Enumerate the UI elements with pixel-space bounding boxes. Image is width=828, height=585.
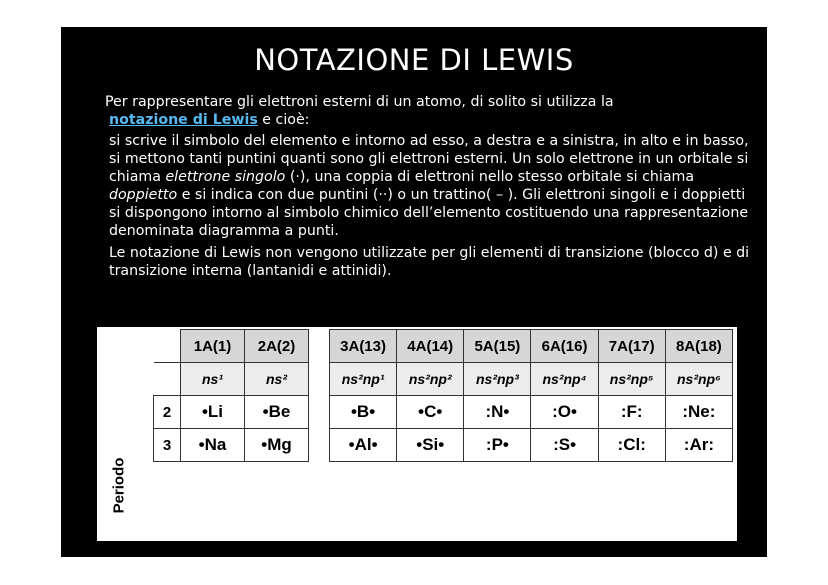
config-cell: ns²np⁶: [665, 363, 732, 396]
period-axis-label: Periodo: [110, 457, 128, 514]
intro-paragraph: [105, 93, 755, 129]
element-cell: :Ne:: [665, 396, 732, 429]
config-cell: ns²np³: [464, 363, 531, 396]
term-doublet: doppietto: [109, 187, 178, 203]
group-header: 2A(2): [245, 330, 309, 363]
definition-text-b: (·), una coppia di elettroni nello stesso orbitale si chiama: [285, 169, 695, 185]
group-header: 5A(15): [464, 330, 531, 363]
element-cell: :O•: [531, 396, 598, 429]
element-cell: •Be: [245, 396, 309, 429]
lewis-table-right: [329, 329, 733, 462]
definition-text-c: e si indica con due puntini (··) o un trattino( – ). Gli elettroni singoli e i doppietti si dispongono intorno al simbolo chimico dell’elemento costituendo una rappresentazione denominata diagramma a punti.: [109, 187, 749, 239]
lewis-notation-link[interactable]: notazione di Lewis: [109, 112, 258, 128]
group-header: 6A(16): [531, 330, 598, 363]
intro-text: Per rappresentare gli elettroni esterni di un atomo, di solito si utilizza la: [105, 94, 614, 110]
note-paragraph: Le notazione di Lewis non vengono utilizzate per gli elementi di transizione (blocco d) e di transizione interna (lantanidi e attinidi).: [109, 245, 750, 279]
group-header: 4A(14): [397, 330, 464, 363]
config-cell: ns²: [245, 363, 309, 396]
config-cell: ns¹: [181, 363, 245, 396]
slide-body: [105, 93, 755, 280]
element-cell: :P•: [464, 429, 531, 462]
period-number: 3: [154, 429, 181, 462]
element-cell: •Mg: [245, 429, 309, 462]
term-single-electron: elettrone singolo: [165, 169, 286, 185]
group-header: 7A(17): [598, 330, 665, 363]
lewis-table-image: [97, 327, 737, 541]
element-cell: :N•: [464, 396, 531, 429]
corner-cell: [154, 363, 181, 396]
element-cell: •Si•: [397, 429, 464, 462]
element-cell: •Al•: [330, 429, 397, 462]
group-header: 3A(13): [330, 330, 397, 363]
definition-paragraph: [109, 132, 755, 240]
element-cell: •B•: [330, 396, 397, 429]
element-cell: :Ar:: [665, 429, 732, 462]
period-number: 2: [154, 396, 181, 429]
config-cell: ns²np¹: [330, 363, 397, 396]
group-header: 8A(18): [665, 330, 732, 363]
element-cell: :F:: [598, 396, 665, 429]
intro-tail: e cioè:: [262, 112, 310, 128]
lewis-table-left: [153, 329, 309, 462]
element-cell: •Li: [181, 396, 245, 429]
group-header: 1A(1): [181, 330, 245, 363]
config-cell: ns²np⁵: [598, 363, 665, 396]
slide-title: NOTAZIONE DI LEWIS: [254, 43, 574, 77]
corner-cell: [154, 330, 181, 363]
slide: [61, 27, 767, 557]
element-cell: :S•: [531, 429, 598, 462]
definition-text-a: si scrive il simbolo del elemento e intorno ad esso, a destra e a sinistra, in alto e in basso, si mettono tanti puntini quanti sono gli elettroni esterni. Un solo elettrone in un orbitale si chiama: [109, 133, 749, 185]
element-cell: :Cl:: [598, 429, 665, 462]
element-cell: •Na: [181, 429, 245, 462]
config-cell: ns²np⁴: [531, 363, 598, 396]
element-cell: •C•: [397, 396, 464, 429]
config-cell: ns²np²: [397, 363, 464, 396]
